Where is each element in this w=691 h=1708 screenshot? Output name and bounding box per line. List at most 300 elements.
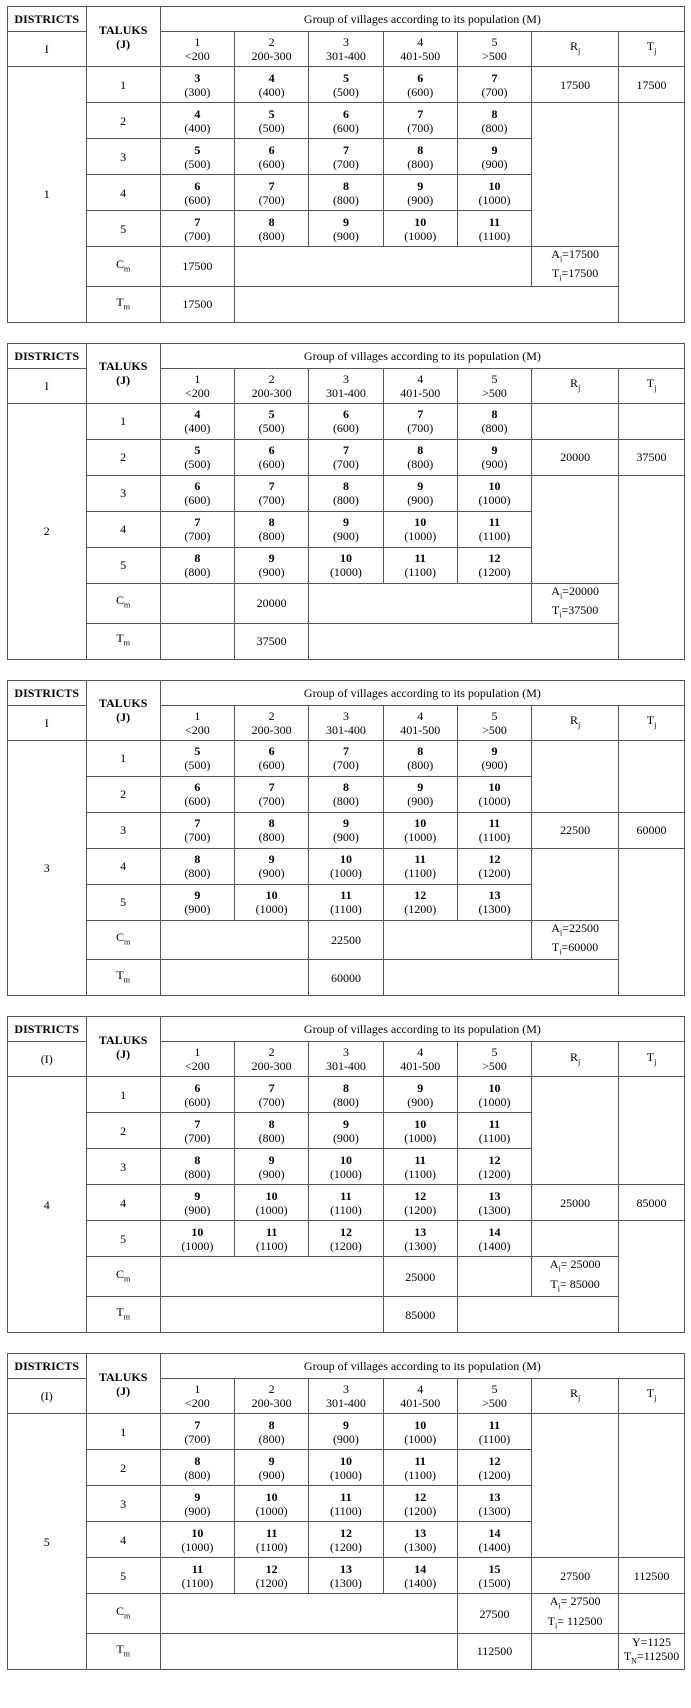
village-count: 9 [417, 479, 424, 494]
taluks-header [86, 680, 160, 740]
village-count: 10 [488, 780, 501, 795]
village-population: (700) [184, 830, 211, 845]
village-count: 9 [342, 1116, 349, 1131]
group-number: 4 [417, 35, 424, 49]
group-number: 4 [417, 1045, 424, 1060]
rj-value: 20000 [532, 439, 619, 475]
village-population: (700) [184, 1431, 211, 1446]
table-row [8, 439, 685, 475]
taluks-header [86, 343, 160, 403]
village-cell [457, 175, 531, 211]
village-count: 11 [414, 551, 426, 566]
village-count: 10 [488, 178, 501, 193]
village-count: 9 [268, 852, 275, 867]
village-count: 10 [488, 479, 501, 494]
village-cell [457, 67, 531, 103]
village-count: 10 [339, 852, 352, 867]
group-range: 301-400 [325, 722, 366, 737]
village-population: (900) [258, 866, 285, 881]
rj-header-label-subscript: j [578, 46, 581, 56]
tm-label [86, 623, 160, 659]
village-cell [457, 776, 531, 812]
taluk-number: 5 [86, 1558, 160, 1594]
population-group-header-1 [160, 32, 234, 67]
final-tn-symbol: T [623, 1648, 632, 1663]
village-population: (600) [184, 794, 211, 809]
taluk-number: 1 [86, 403, 160, 439]
ti-amount: =60000 [561, 939, 599, 954]
group-number: 2 [268, 371, 275, 386]
village-count: 7 [194, 214, 201, 229]
population-group-header-3 [309, 705, 383, 740]
village-count: 9 [194, 888, 201, 903]
taluks-label: TALUKS [98, 359, 148, 374]
village-count: 8 [268, 214, 275, 229]
tj-header-label-symbol: T [646, 1386, 655, 1401]
tm-value: 37500 [235, 623, 309, 659]
tm-label-text [87, 968, 160, 987]
rj-empty-cell [532, 1414, 619, 1558]
ti-amount: = 85000 [560, 1276, 600, 1291]
village-population: (1100) [330, 902, 362, 917]
village-cell [160, 439, 234, 475]
taluk-number: 4 [86, 848, 160, 884]
village-count: 14 [488, 1525, 501, 1540]
rj-header-label-symbol: R [569, 39, 578, 54]
ai-subscript: i [558, 1601, 561, 1611]
taluk-number: 2 [86, 776, 160, 812]
village-count: 7 [268, 780, 275, 795]
village-population: (900) [407, 1094, 434, 1109]
village-cell [235, 103, 309, 139]
taluks-label: TALUKS [98, 22, 148, 37]
population-group-header-5 [457, 705, 531, 740]
village-cell [383, 67, 457, 103]
village-cell [457, 1077, 531, 1113]
village-population: (900) [184, 1202, 211, 1217]
village-population: (600) [407, 84, 434, 99]
village-population: (1000) [181, 1238, 214, 1253]
village-cell [457, 139, 531, 175]
village-population: (1100) [404, 565, 436, 580]
district-table-5 [7, 1353, 685, 1670]
tm-label-text-subscript: m [123, 638, 130, 648]
ai-subscript: i [558, 1264, 561, 1274]
ti-value [532, 266, 618, 285]
village-count: 6 [342, 106, 349, 121]
taluks-header [86, 1017, 160, 1077]
village-cell [383, 812, 457, 848]
village-cell [309, 139, 383, 175]
final-tn-amount: =112500 [636, 1648, 680, 1663]
village-cell [235, 1113, 309, 1149]
rj-header-label [532, 1050, 618, 1069]
table-row [8, 1558, 685, 1594]
tj-header-label [619, 376, 684, 395]
tj-header-label-subscript: j [654, 383, 657, 393]
village-population: (800) [332, 493, 359, 508]
village-population: (900) [332, 1130, 359, 1145]
village-cell [457, 1522, 531, 1558]
population-group-header-2 [235, 368, 309, 403]
village-population: (800) [184, 1467, 211, 1482]
village-population: (900) [481, 457, 508, 472]
village-cell [309, 1221, 383, 1257]
district-table-3 [7, 680, 685, 997]
tm-value: 60000 [309, 960, 383, 996]
village-cell [457, 103, 531, 139]
final-tn-subscript: N [631, 1656, 637, 1666]
village-count: 10 [414, 1116, 427, 1131]
village-cell [309, 740, 383, 776]
group-range: <200 [185, 1059, 210, 1074]
tm-value: 17500 [160, 286, 234, 322]
village-cell [383, 175, 457, 211]
group-range: 200-300 [251, 49, 292, 63]
population-group-header-2 [235, 705, 309, 740]
village-count: 9 [491, 443, 498, 458]
group-header: Group of villages according to its population (M) [160, 1354, 684, 1379]
rj-value: 25000 [532, 1185, 619, 1221]
village-cell [383, 475, 457, 511]
group-number: 3 [342, 1382, 349, 1397]
districts-header: DISTRICTS [8, 7, 87, 32]
village-population: (1000) [255, 902, 288, 917]
village-population: (1100) [181, 1575, 214, 1590]
village-count: 8 [417, 142, 424, 157]
final-summary-cell [619, 1633, 685, 1669]
village-population: (1200) [255, 1575, 288, 1590]
group-number: 1 [194, 35, 201, 49]
village-count: 8 [342, 1080, 349, 1095]
group-number: 4 [417, 371, 424, 386]
village-cell [457, 1113, 531, 1149]
group-range: 301-400 [325, 385, 366, 400]
tj-value: 37500 [619, 439, 685, 475]
group-range: <200 [185, 49, 210, 63]
village-count: 8 [342, 780, 349, 795]
village-population: (1200) [404, 902, 437, 917]
ai-amount: = 25000 [560, 1257, 601, 1272]
village-population: (1000) [478, 1094, 511, 1109]
village-count: 8 [194, 1152, 201, 1167]
village-count: 8 [268, 1417, 275, 1432]
village-count: 11 [191, 1561, 204, 1576]
village-count: 10 [265, 888, 278, 903]
village-count: 7 [417, 106, 424, 121]
ai-ti-cell [532, 247, 619, 287]
village-population: (1300) [478, 1503, 511, 1518]
village-count: 15 [488, 1561, 501, 1576]
group-range: <200 [185, 1396, 210, 1411]
village-population: (700) [332, 758, 359, 773]
village-population: (800) [258, 830, 285, 845]
ai-amount: =22500 [562, 920, 599, 935]
village-population: (800) [332, 794, 359, 809]
rj-value: 22500 [532, 812, 619, 848]
village-cell [383, 547, 457, 583]
village-population: (900) [481, 156, 508, 171]
group-number: 3 [342, 708, 349, 723]
village-cell [457, 547, 531, 583]
village-count: 8 [342, 178, 349, 193]
village-cell [457, 1185, 531, 1221]
village-population: (1000) [329, 1166, 362, 1181]
group-number: 5 [491, 371, 498, 386]
cm-label [86, 247, 160, 287]
village-count: 11 [266, 1525, 278, 1540]
taluk-number: 1 [86, 740, 160, 776]
village-cell [457, 1558, 531, 1594]
group-range: 401-500 [400, 49, 441, 63]
village-population: (400) [258, 84, 285, 99]
rj-header-label-symbol: R [569, 1049, 578, 1064]
village-population: (800) [258, 529, 285, 544]
tj-header [619, 1379, 685, 1414]
ti-subscript: i [559, 947, 562, 957]
village-population: (1000) [329, 565, 362, 580]
village-cell [160, 1486, 234, 1522]
village-count: 8 [194, 551, 201, 566]
district-index-label: (I) [8, 1042, 87, 1077]
cm-label-text [87, 1604, 160, 1623]
village-population: (1000) [404, 529, 437, 544]
taluk-number: 2 [86, 1450, 160, 1486]
tj-empty-cell [619, 103, 685, 323]
taluk-number: 4 [86, 511, 160, 547]
village-count: 9 [491, 744, 498, 759]
tm-label-text [87, 1305, 160, 1324]
ti-amount: = 112500 [557, 1613, 603, 1628]
tm-label [86, 1297, 160, 1333]
tm-empty-after [235, 286, 619, 322]
tj-header [619, 368, 685, 403]
village-count: 9 [342, 515, 349, 530]
group-range: 401-500 [400, 1059, 441, 1074]
taluk-number: 4 [86, 1522, 160, 1558]
village-population: (700) [407, 120, 434, 135]
group-range: 401-500 [400, 385, 441, 400]
tm-value: 112500 [457, 1633, 531, 1669]
cm-empty-after [235, 247, 532, 287]
village-count: 12 [265, 1561, 278, 1576]
village-population: (800) [258, 1431, 285, 1446]
village-count: 14 [488, 1224, 501, 1239]
table-row [8, 812, 685, 848]
taluks-label: TALUKS [98, 1369, 148, 1384]
village-cell [235, 547, 309, 583]
taluk-number: 2 [86, 439, 160, 475]
village-population: (500) [332, 84, 359, 99]
village-count: 9 [194, 1188, 201, 1203]
ai-value [532, 921, 618, 940]
village-count: 11 [488, 1116, 501, 1131]
village-count: 12 [339, 1525, 352, 1540]
cm-empty-before [160, 583, 234, 623]
ti-subscript: i [559, 273, 562, 283]
village-count: 6 [268, 744, 275, 759]
village-count: 8 [417, 744, 424, 759]
village-count: 11 [340, 1489, 352, 1504]
village-population: (1400) [478, 1238, 511, 1253]
village-cell [235, 848, 309, 884]
district-number: 4 [8, 1077, 87, 1333]
ai-ti-cell [532, 1594, 619, 1634]
village-count: 6 [268, 142, 275, 157]
tj-empty-cell [619, 475, 685, 659]
village-count: 7 [194, 1116, 201, 1131]
ai-value [532, 584, 618, 603]
village-cell [160, 884, 234, 920]
village-cell [235, 812, 309, 848]
village-population: (900) [258, 1467, 285, 1482]
group-range: <200 [185, 385, 210, 400]
tm-label-text-symbol: T [116, 1304, 124, 1319]
rj-empty-cell [532, 475, 619, 583]
district-table-1 [7, 6, 685, 323]
tm-empty-after [532, 1633, 619, 1669]
village-count: 5 [194, 744, 201, 759]
village-population: (1000) [478, 493, 511, 508]
cm-label-text [87, 1267, 160, 1286]
village-cell [457, 812, 531, 848]
group-number: 2 [268, 708, 275, 723]
village-cell [235, 1450, 309, 1486]
group-range: >500 [482, 1059, 507, 1074]
village-population: (800) [184, 1166, 211, 1181]
group-number: 5 [491, 1045, 498, 1060]
population-group-header-3 [309, 32, 383, 67]
village-count: 6 [194, 780, 201, 795]
village-count: 13 [488, 1188, 501, 1203]
taluk-number: 4 [86, 1185, 160, 1221]
village-population: (1200) [404, 1202, 437, 1217]
village-count: 9 [417, 178, 424, 193]
village-count: 9 [417, 780, 424, 795]
rj-empty-cell [532, 1221, 619, 1257]
ti-amount: =17500 [561, 266, 599, 281]
village-cell [309, 1486, 383, 1522]
tj-header-label-subscript: j [654, 1057, 657, 1067]
village-count: 9 [342, 816, 349, 831]
village-count: 13 [414, 1525, 427, 1540]
population-group-header-4 [383, 1379, 457, 1414]
taluks-sub-label: (J) [116, 1046, 131, 1061]
districts-header: DISTRICTS [8, 343, 87, 368]
tm-label-text-subscript: m [123, 975, 130, 985]
village-population: (1000) [404, 1431, 437, 1446]
village-population: (1300) [329, 1575, 362, 1590]
ai-symbol: A [551, 920, 560, 935]
village-count: 5 [194, 443, 201, 458]
tj-header-label-subscript: j [654, 720, 657, 730]
village-count: 11 [340, 888, 352, 903]
tm-label-text [87, 631, 160, 650]
rj-empty-cell [532, 848, 619, 920]
village-count: 6 [417, 70, 424, 85]
taluks-label: TALUKS [98, 696, 148, 711]
group-header: Group of villages according to its population (M) [160, 1017, 684, 1042]
village-population: (1100) [478, 529, 511, 544]
rj-header-label-symbol: R [569, 712, 578, 727]
village-population: (1300) [478, 1202, 511, 1217]
village-count: 10 [265, 1188, 278, 1203]
village-population: (900) [332, 1431, 359, 1446]
village-cell [383, 403, 457, 439]
village-count: 8 [268, 816, 275, 831]
taluk-number: 2 [86, 1113, 160, 1149]
village-population: (700) [258, 794, 285, 809]
village-cell [160, 1414, 234, 1450]
village-count: 12 [414, 1489, 427, 1504]
ti-subscript: i [559, 610, 562, 620]
tm-empty-after [309, 623, 619, 659]
village-cell [235, 1558, 309, 1594]
village-cell [160, 1450, 234, 1486]
group-number: 1 [194, 371, 201, 386]
ti-symbol: T [547, 1613, 555, 1628]
village-population: (1000) [181, 1539, 214, 1554]
village-cell [383, 776, 457, 812]
village-cell [235, 175, 309, 211]
village-population: (1100) [478, 1130, 511, 1145]
village-count: 8 [491, 106, 498, 121]
village-cell [235, 740, 309, 776]
tm-empty-before [160, 960, 309, 996]
village-count: 13 [488, 1489, 501, 1504]
village-cell [457, 848, 531, 884]
village-population: (1100) [404, 1166, 436, 1181]
village-cell [309, 103, 383, 139]
cm-label [86, 920, 160, 960]
village-count: 9 [268, 1453, 275, 1468]
village-count: 13 [488, 888, 501, 903]
village-cell [457, 1221, 531, 1257]
ti-subscript: i [555, 1620, 558, 1630]
ai-amount: =17500 [562, 247, 599, 261]
village-count: 9 [268, 551, 275, 566]
tj-empty-cell [619, 848, 685, 996]
village-count: 11 [488, 1417, 501, 1432]
village-population: (700) [184, 228, 211, 243]
village-cell [383, 740, 457, 776]
village-count: 4 [194, 407, 201, 422]
rj-header [532, 1379, 619, 1414]
village-count: 6 [194, 178, 201, 193]
table-row [8, 1414, 685, 1450]
taluk-number: 5 [86, 211, 160, 247]
ai-ti-cell [532, 1257, 619, 1297]
village-count: 8 [342, 479, 349, 494]
village-population: (700) [258, 1094, 285, 1109]
taluks-label: TALUKS [98, 1032, 148, 1047]
village-cell [383, 1149, 457, 1185]
village-population: (800) [407, 758, 434, 773]
tj-header-label [619, 1386, 684, 1405]
village-count: 9 [194, 1489, 201, 1504]
tm-label [86, 960, 160, 996]
tj-header [619, 32, 685, 67]
group-range: 200-300 [251, 722, 292, 737]
village-count: 6 [194, 479, 201, 494]
taluk-number: 3 [86, 1149, 160, 1185]
ai-symbol: A [551, 583, 560, 598]
village-population: (1000) [255, 1503, 288, 1518]
taluks-header [86, 1354, 160, 1414]
village-population: (900) [481, 758, 508, 773]
village-population: (500) [184, 457, 211, 472]
ai-ti-cell [532, 920, 619, 960]
